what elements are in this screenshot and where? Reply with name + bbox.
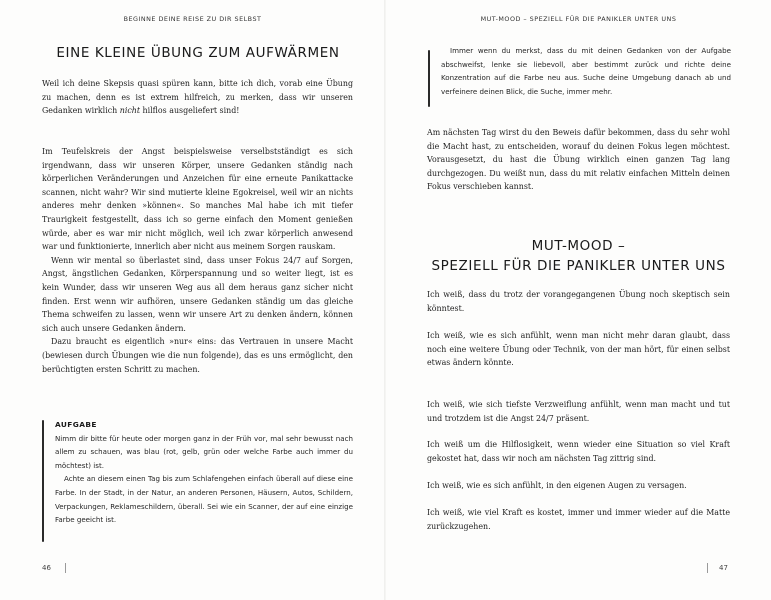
task-heading: AUFGABE — [55, 420, 97, 429]
statement-3: Ich weiß, wie sich tiefste Verzweiflung anfühlt, wenn man macht und tut und trotzdem ist die Angst 24/7 präsent. — [427, 400, 730, 423]
body-paragraph-2: Wenn wir mental so überlastet sind, dass unser Fokus 24/7 auf Sorgen, Angst, ängstlichen Gedanken, Körperspannung und so weiter liegt, ist es kein Wunder, dass wir unseren Weg aus all dem heraus ganz sicher nicht finden. Erst wenn wir aufhören, unsere Gedanken ständig um das gleiche Thema schweifen zu lassen, wenn wir unsere Art zu denken ändern, können sich auch unsere Gedanken ändern. — [42, 255, 353, 333]
task-box-bar — [42, 420, 44, 542]
statement-4: Ich weiß um die Hilflosigkeit, wenn wieder eine Situation so viel Kraft gekostet hat, dass wir noch am nächsten Tag zittrig sind. — [427, 440, 730, 463]
right-page — [386, 0, 771, 600]
continued-task-box — [441, 44, 731, 98]
statement-1: Ich weiß, dass du trotz der vorangegangenen Übung noch skeptisch sein könntest. — [427, 290, 730, 313]
folio-rule-right — [707, 563, 708, 573]
statement-6: Ich weiß, wie viel Kraft es kostet, immer und immer wieder auf die Matte zurückzugehen. — [427, 508, 730, 531]
task-box — [55, 418, 353, 527]
page-number-right: 47 — [719, 564, 728, 572]
continued-box-bar — [428, 50, 430, 107]
statement-5: Ich weiß, wie es sich anfühlt, in den eigenen Augen zu versagen. — [427, 481, 687, 490]
section-title-line-1: MUT-MOOD – — [531, 238, 626, 254]
section-title — [406, 236, 751, 276]
body-text-right — [427, 126, 730, 194]
intro-text-start: Weil ich deine Skepsis quasi spüren kann, bitte ich dich, vorab eine Übung zu machen, denn es ist extrem hilfreich, zu merken, dass wir unseren Gedanken wirklich — [42, 79, 353, 116]
right-paragraph-1: Am nächsten Tag wirst du den Beweis dafür bekommen, dass du sehr wohl die Macht hast, zu entscheiden, worauf du deinen Fokus legen möchtest. Vorausgesetzt, du hast die Übung wirklich einen ganzen Tag lang durchgezogen. Du weißt nun, dass du mit relativ einfachen Mitteln deinen Fokus verschieben kannst. — [427, 128, 730, 192]
section-title-line-2: SPEZIELL FÜR DIE PANIKLER UNTER UNS — [431, 258, 726, 274]
task-paragraph-2: Achte an diesem einen Tag bis zum Schlafengehen einfach überall auf diese eine Farbe. In der Stadt, in der Natur, an anderen Personen, Häusern, Autos, Schildern, Verpackungen, Reklameschildern, überall. Sei wie ein Scanner, der auf eine einzige Farbe geeicht ist. — [55, 474, 353, 525]
intro-emphasis: nicht — [119, 106, 141, 116]
running-head-left: BEGINNE DEINE REISE ZU DIR SELBST — [123, 15, 262, 23]
left-page — [0, 0, 385, 600]
body-text-left — [42, 145, 353, 376]
continued-box-paragraph: Immer wenn du merkst, dass du mit deinen Gedanken von der Aufgabe abschweifst, lenke sie liebevoll, aber bestimmt zurück und richte deine Konzentration auf die Farbe neu aus. Suche deine Umgebung danach ab und verfeinere deinen Blick, die Suche, immer mehr. — [441, 46, 731, 96]
body-paragraph-1: Im Teufelskreis der Angst beispielsweise verselbstständigt es sich irgendwann, dass wir unseren Körper, unsere Gedanken ständig nach körperlichen Veränderungen und Anzeichen für eine erneute Panikattacke scannen, nicht wahr? Wir sind mutierte kleine Egokreisel, weil wir an nichts anderes mehr denken »können«. So manches Mal habe ich mit tiefer Traurigkeit festgestellt, dass ich so gerne einfach den Moment genießen würde, aber es war mir nicht möglich, weil ich zwar körperlich anwesend war und funktionierte, innerlich aber nicht aus meinem Sorgen rauskam. — [42, 147, 353, 252]
task-paragraph-1: Nimm dir bitte für heute oder morgen ganz in der Früh vor, mal sehr bewusst nach allem zu schauen, was blau (rot, gelb, grün oder welche Farbe auch immer du möchtest) ist. — [55, 433, 353, 470]
statement-2: Ich weiß, wie es sich anfühlt, wenn man nicht mehr daran glaubt, dass noch eine weitere Übung oder Technik, von der man hört, für einen selbst etwas ändern könnte. — [427, 331, 730, 368]
running-head-right: MUT-MOOD – SPEZIELL FÜR DIE PANIKLER UNTER UNS — [480, 15, 677, 23]
intro-text-end: hilflos ausgeliefert sind! — [140, 106, 240, 116]
chapter-title: EINE KLEINE ÜBUNG ZUM AUFWÄRMEN — [56, 45, 340, 61]
page-number-left: 46 — [42, 564, 51, 572]
folio-rule-left — [65, 563, 66, 573]
intro-paragraph — [42, 77, 353, 118]
body-paragraph-3: Dazu braucht es eigentlich »nur« eins: das Vertrauen in unsere Macht (bewiesen durch Übungen wie die nun folgende), das es uns ermöglicht, den berüchtigten ersten Schritt zu machen. — [42, 337, 353, 374]
